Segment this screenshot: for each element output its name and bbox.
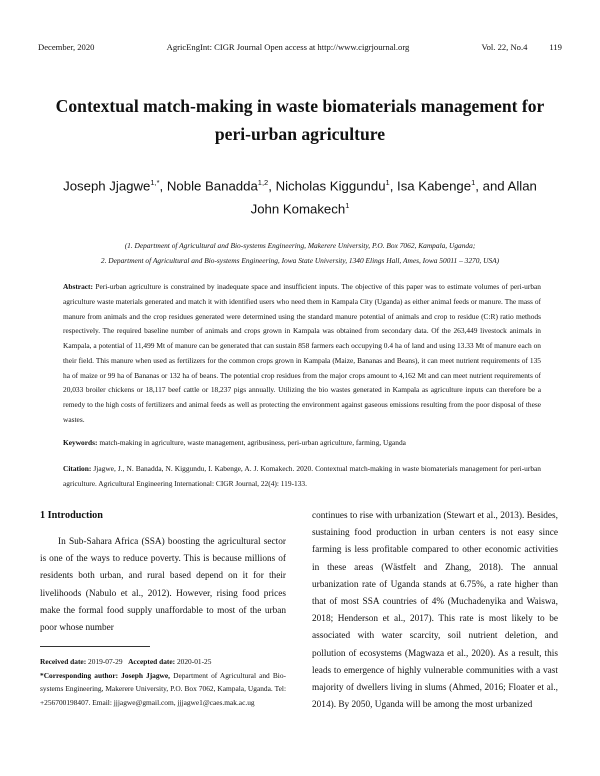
citation (63, 462, 541, 491)
citation-label: Citation: (63, 464, 92, 473)
received-date: 2019-07-29 (88, 657, 123, 666)
header-page-number: 119 (549, 42, 562, 52)
author-1: Joseph Jjagwe (63, 178, 151, 194)
author-5-affil: 1 (345, 201, 350, 211)
corresponding-label: *Corresponding author: (40, 670, 119, 680)
header-journal[interactable]: AgricEngInt: CIGR Journal Open access at http://www.cigrjournal.org (166, 42, 410, 52)
header-right (481, 42, 562, 52)
authors-line-1: Joseph Jjagwe$^{1,*}$, Noble Banadda$^{1,2}$, Nicholas Kiggundu$^1$, Isa Kabenge$^1$, and Allan (63, 178, 537, 194)
header-volume: Vol. 22, No.4 (481, 42, 528, 52)
accepted-label: Accepted date: (128, 657, 176, 666)
citation-text: Jjagwe, J., N. Banadda, N. Kiggundu, I. Kabenge, A. J. Komakech. 2020. Contextual match-making in waste biomaterials management for peri-urban agriculture. Agricultural Engineering International: CIGR Journal, 22(4): 119-133. (63, 464, 541, 488)
footnote (40, 655, 286, 709)
body-column-left (40, 534, 286, 637)
keywords (63, 436, 541, 450)
author-4: Isa Kabenge (397, 178, 472, 194)
footnote-divider (40, 646, 150, 647)
author-5-first: and Allan (482, 178, 537, 194)
abstract (63, 280, 541, 428)
corresponding-details: Department of Agricultural and Bio-systems Engineering, Makerere University, P.O. Box 7062, Kampala, Uganda. Tel: +256700198407. Email: jjjagwe@gmail.com, jjjagwe1@caes.mak.ac.ug (40, 670, 286, 707)
author-2: Noble Banadda (166, 178, 258, 194)
author-3: Nicholas Kiggundu (275, 178, 386, 194)
author-5-last: John Komakech (250, 201, 346, 217)
title-line-1: Contextual match-making in waste biomaterials management for (55, 96, 545, 116)
title-line-2: peri-urban agriculture (214, 124, 386, 144)
author-4-affil: 1 (471, 178, 476, 187)
running-header (38, 42, 562, 52)
intro-paragraph-left: In Sub-Sahara Africa (SSA) boosting the agricultural sector is one of the ways to reduce poverty. This is because millions of residents both urban, and rural based depend on it for their livelihoods (Nabulo et al., 2012). However, rising food prices make the formal food supply unaffordable to most of the urban poor whose number (40, 537, 286, 634)
affiliations (50, 238, 550, 268)
abstract-label: Abstract: (63, 282, 93, 291)
accepted-date: 2020-01-25 (176, 657, 212, 666)
keywords-text: match-making in agriculture, waste management, agribusiness, peri-urban agriculture, farming, Uganda (99, 438, 406, 447)
paper-title (40, 92, 560, 148)
author-list (40, 173, 560, 220)
abstract-text: Peri-urban agriculture is constrained by inadequate space and insufficient inputs. The objective of this paper was to estimate volumes of peri-urban agriculture waste materials generated and match it with identified users who need them in Kampala City (Uganda) as either animal feeds or manure. The mass of manure from animals and the crop residues generated were determined using the standard manure potential of animals and crop to residue (C:R) ratio methods respectively. The required baseline number of animals and crops grown in Kampala was obtained from secondary data. Of the 263,449 livestock animals in Kampala, a potential of 11,499 Mt of manure can be generated that can sustain 858 farmers each occupying 0.4 ha of land and using 13.33 Mt of manure each on their field. This manure when used as fertilizers for the common crops grown in Kampala (Maize, Bananas and Beans), it can meet nutrient requirements of 135 ha of maize or 99 ha of Bananas or 132 ha of beans. The potential crop residues from the major crops amount to 4,162 Mt and can meet nutrient requirements of 20,033 broiler chickens or 18,117 beef cattle or 18,237 pigs annually. Utilizing the bio wastes generated in Kampala as agriculture inputs can therefore be a remedy to the high costs of fertilizers and animal feeds as well as protecting the environment against gaseous emissions resulting from the poor disposal of these wastes. (63, 282, 541, 424)
intro-paragraph-right: continues to rise with urbanization (Stewart et al., 2013). Besides, sustaining food production in urban centers is not easy since farming is less profitable compared to other economic activities in these areas (Wästfelt and Zhang, 2018). The annual urbanization rate of Uganda stands at 6.75%, a rate higher than that of most SSA countries of 4% (Muchadenyika and Waiswa, 2018; Henderson et al., 2017). This rate is most likely to be associated with water scarcity, soil nutrient deletion, and pollution of ecosystems (Magwaza et al., 2020). As a result, this leads to emergence of highly vulnerable communities with a vast majority of dwellers living in slums (Ahmed, 2016; Floater et al., 2014). By 2050, Uganda will be among the most urbanized (312, 511, 558, 711)
affiliation-2: 2. Department of Agricultural and Bio-systems Engineering, Iowa State University, 1340 Elings Hall, Ames, Iowa 50011 – 3270, USA) (100, 256, 500, 265)
body-column-right (312, 508, 558, 714)
author-2-affil: 1,2 (257, 178, 269, 187)
authors-line-2 (40, 196, 560, 219)
header-date: December, 2020 (38, 42, 95, 52)
received-label: Received date: (40, 657, 87, 666)
author-3-affil: 1 (385, 178, 390, 187)
footnote-corresponding (40, 669, 286, 710)
author-1-affil: 1,* (150, 178, 160, 187)
section-heading-introduction: 1 Introduction (40, 510, 103, 521)
footnote-dates (40, 655, 286, 669)
keywords-label: Keywords: (63, 438, 98, 447)
corresponding-name: Joseph Jjagwe, (121, 670, 171, 680)
affiliation-1: (1. Department of Agricultural and Bio-systems Engineering, Makerere University, P.O. Box 7062, Kampala, Uganda; (124, 241, 476, 250)
